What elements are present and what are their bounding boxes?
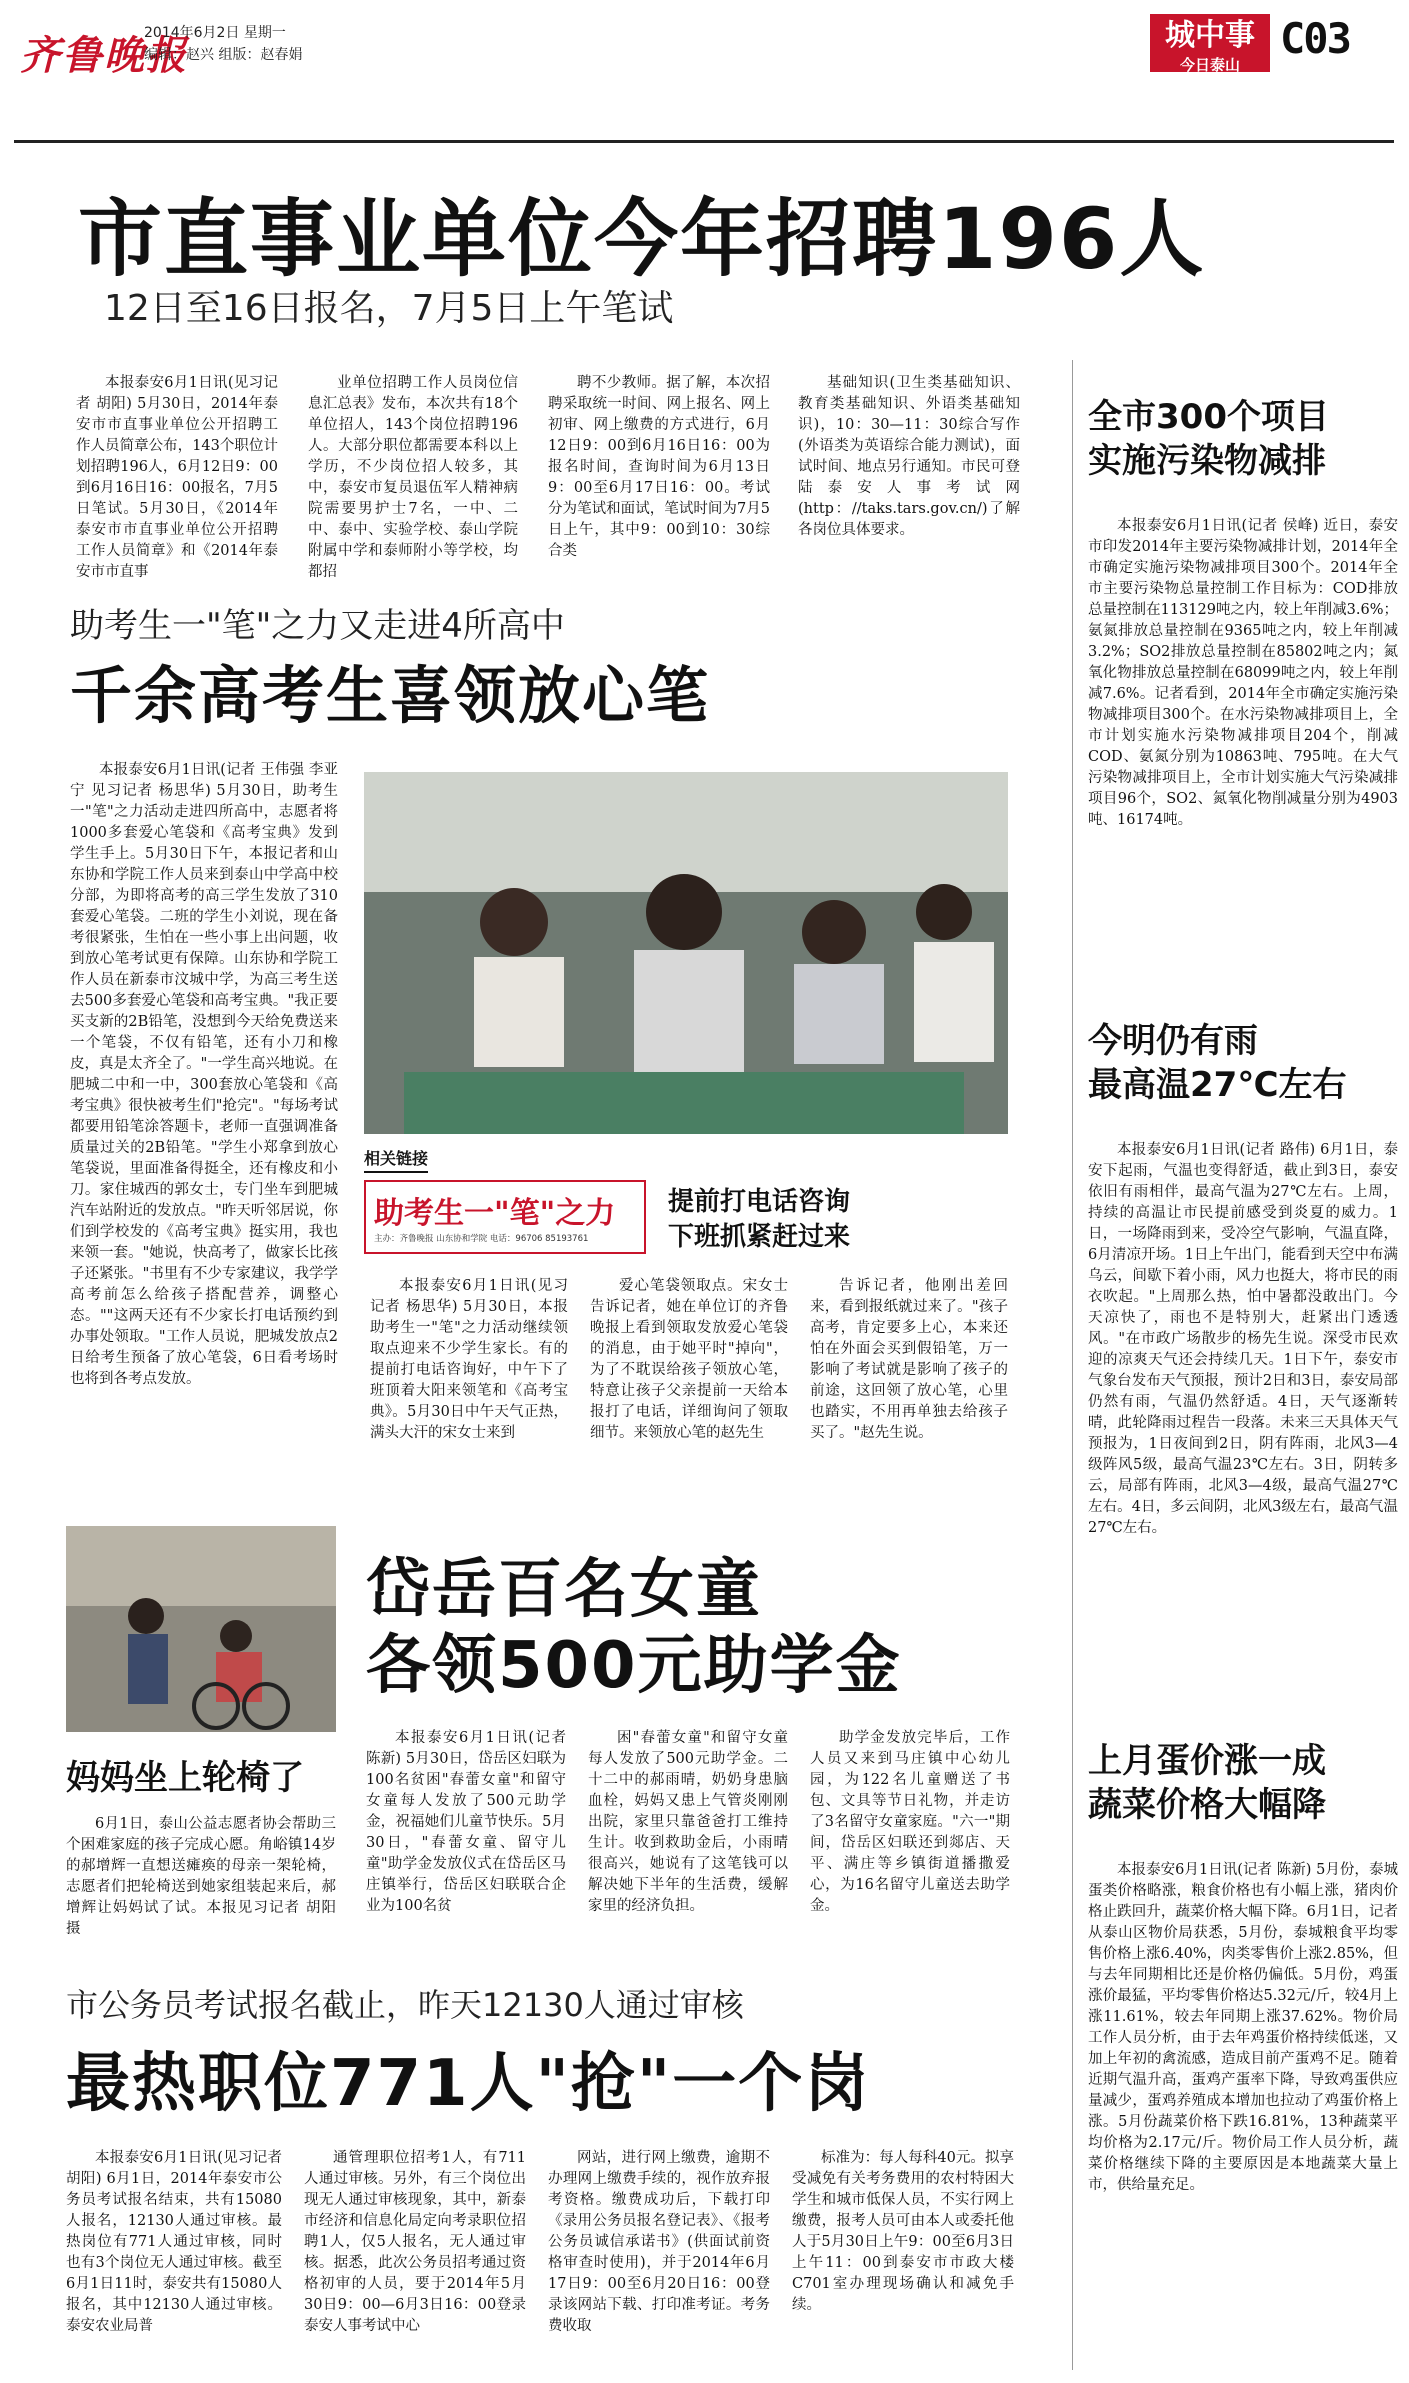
related-link-label: 相关链接 <box>364 1146 428 1173</box>
right-s1-body: 本报泰安6月1日讯(记者 侯峰) 近日，泰安市印发2014年主要污染物减排计划，2014年全市确定实施污染物减排项目300个。2014年全市主要污染物总量控制工作目标为：COD排放总量控制在113129吨之内，较上年削减3.6%；氨氮排放总量控制在9365吨之内，较上年削减3.2%；SO2排放总量控制在85802吨之内；氮氧化物排放总量控制在68099吨之内，较上年削减7.6%。记者看到，2014年全市确定实施污染物减排项目300个。在水污染物减排项目上，全市计划实施水污染物减排项目204个，削减COD、氨氮分别为10863吨、795吨。在大气污染物减排项目上，全市计划实施大气污染减排项目96个，SO2、氮氧化物削减量分别为4903吨、16174吨。 <box>1088 518 1398 828</box>
right-column-rule <box>1072 360 1073 2370</box>
editor-line: 编辑：赵兴 组版：赵春娟 <box>144 47 303 63</box>
date-line: 2014年6月2日 星期一 <box>144 25 286 41</box>
campaign-logo-sub: 主办：齐鲁晚报 山东协和学院 电话：96706 85193761 <box>374 1234 589 1244</box>
masthead-rule <box>14 140 1394 143</box>
lead-col-2: 业单位招聘工作人员岗位信息汇总表》发布，本次共有18个单位招人，143个岗位招聘196人。大部分职位都需要本科以上学历，不少岗位招人较多，其中，泰安市复员退伍军人精神病院需要男护士7名，一中、二中、泰中、实验学校、泰山学院附属中学和泰师附小等学校，均都招 <box>308 375 518 580</box>
photo-caption: 6月1日，泰山公益志愿者协会帮助三个困难家庭的孩子完成心愿。角峪镇14岁的郝增辉一直想送瘫痪的母亲一架轮椅，志愿者们把轮椅送到她家组装起来后，郝增辉让妈妈试了试。本报见习记者 胡阳 摄 <box>66 1816 336 1937</box>
newspaper-logo: 齐鲁晚报 <box>20 32 188 79</box>
section-subtitle: 今日泰山 <box>1179 56 1240 74</box>
lead-subtitle: 12日至16日报名，7月5日上午笔试 <box>104 288 674 329</box>
girls-title-2: 各领500元助学金 <box>366 1629 902 1703</box>
lead-col-4: 基础知识(卫生类基础知识、教育类基础知识、外语类基础知识)，10：30—11：30综合写作(外语类为英语综合能力测试)，面试时间、地点另行通知。市民可登陆泰安人事考试网(http：//taks.tars.gov.cn/)了解各岗位具体要求。 <box>798 375 1020 538</box>
masthead <box>14 8 1394 88</box>
pens-col-1: 本报泰安6月1日讯(记者 王伟强 李亚宁 见习记者 杨思华) 5月30日，助考生一"笔"之力活动走进四所高中，志愿者将1000多套爱心笔袋和《高考宝典》发到学生手上。5月30日下午，本报记者和山东协和学院工作人员来到泰山中学高中校分部，为即将高考的高三学生发放了310套爱心笔袋。二班的学生小刘说，现在备考很紧张，生怕在一些小事上出问题，收到放心笔考试更有保障。山东协和学院工作人员在新泰市汶城中学，为高三考生送去500多套爱心笔袋和高考宝典。"我正要买支新的2B铅笔，没想到今天给免费送来一个笔袋，不仅有铅笔，还有小刀和橡皮，真是太齐全了。"一学生高兴地说。在肥城二中和一中，300套放心笔袋和《高考宝典》很快被考生们"抢完"。"每场考试都要用铅笔涂答题卡，老师一直强调准备质量过关的2B铅笔。"学生小郑拿到放心笔袋说，里面准备得挺全，还有橡皮和小刀。家住城西的郭女士，专门坐车到肥城汽车站附近的发放点。"昨天听邻居说，你们到学校发的《高考宝典》挺实用，我也来领一套。"她说，快高考了，做家长比孩子还紧张。"书里有不少专家建议，我学学高考前怎么给孩子搭配营养，调整心态。""这两天还有不少家长打电话预约到办事处领取。"工作人员说，肥城发放点2日给考生预备了放心笔袋，6日看考场时也将到各考点发放。 <box>70 762 338 1387</box>
students-photo <box>364 772 1008 1134</box>
lead-col-3: 聘不少教师。据了解，本次招聘采取统一时间、网上报名、网上初审、网上缴费的方式进行，6月12日9：00到6月16日16：00为报名时间，查询时间为6月13日9：00至6月17日16：00。考试分为笔试和面试，笔试时间为7月5日上午，其中9：00到10：30综合类 <box>548 375 770 559</box>
pens-title: 千余高考生喜领放心笔 <box>70 659 711 732</box>
girls-col-3: 助学金发放完毕后，工作人员又来到马庄镇中心幼儿园，为122名儿童赠送了书包、文具等节日礼物，并走访了3名留守女童家庭。"六一"期间，岱岳区妇联还到郯店、天平、满庄等乡镇街道播撒爱心，为16名留守儿童送去助学金。 <box>810 1730 1010 1914</box>
wheelchair-photo-art <box>66 1526 336 1732</box>
section-name: 城中事 <box>1150 14 1270 72</box>
exam-kicker: 市公务员考试报名截止，昨天12130人通过审核 <box>66 1986 744 2024</box>
photo-title: 妈妈坐上轮椅了 <box>66 1758 304 1798</box>
right-s2-body: 本报泰安6月1日讯(记者 路伟) 6月1日，泰安下起雨，气温也变得舒适，截止到3日，泰安依旧有雨相伴，最高气温为27℃左右。上周，持续的高温让市民提前感受到炎夏的威力。1日，一场降雨到来，受冷空气影响，气温直降，6月清凉开场。1日上午出门，能看到天空中布满乌云，间歇下着小雨，风力也挺大，将市民的雨衣吹起。"上周那么热，怕中暑都没敢出门。今天凉快了，雨也不是特别大，赶紧出门透透风。"在市政广场散步的杨先生说。深受市民欢迎的凉爽天气还会持续几天。1日下午，泰安市气象台发布天气预报，预计2日和3日，泰安局部仍然有雨，气温仍然舒适。4日，天气逐渐转晴，此轮降雨过程告一段落。未来三天具体天气预报为，1日夜间到2日，阴有阵雨，北风3—4级阵风5级，最高气温23℃左右。3日，阴转多云，局部有阵雨，北风3—4级，最高气温27℃左右。4日，多云间阴，北风3级左右，最高气温27℃左右。 <box>1088 1142 1398 1536</box>
lead-col-1: 本报泰安6月1日讯(见习记者 胡阳) 5月30日，2014年泰安市市直事业单位公开招聘工作人员简章公布，143个职位计划招聘196人，6月12日9：00到6月16日16：00报名，7月5日笔试。5月30日，《2014年泰安市市直事业单位公开招聘工作人员简章》和《2014年泰安市市直事 <box>76 375 278 580</box>
right-s2-title-1: 今明仍有雨 <box>1088 1021 1258 1061</box>
students-photo-art <box>364 772 1008 1134</box>
pens-side-col-1: 本报泰安6月1日讯(见习记者 杨思华) 5月30日，本报助考生一"笔"之力活动继续领取点迎来不少学生家长。有的提前打电话咨询好，中午下了班顶着大阳来领笔和《高考宝典》。5月30日中午天气正热，满头大汗的宋女士来到 <box>370 1278 568 1441</box>
pens-side-col-2: 爱心笔袋领取点。宋女士告诉记者，她在单位订的齐鲁晚报上看到领取发放爱心笔袋的消息，由于她平时"掉向"，为了不耽误给孩子领放心笔，特意让孩子父亲提前一天给本报打了电话，详细询问了领取细节。来领放心笔的赵先生 <box>590 1278 788 1441</box>
wheelchair-photo <box>66 1526 336 1732</box>
lead-title: 市直事业单位今年招聘196人 <box>78 190 1206 288</box>
exam-col-3: 网站，进行网上缴费，逾期不办理网上缴费手续的，视作放弃报考资格。缴费成功后，下载打印《录用公务员报名登记表》、《报考公务员诚信承诺书》(供面试前资格审查时使用)，并于2014年6月17日9：00至6月20日16：00登录该网站下载、打印准考证。考务费收取 <box>548 2150 770 2334</box>
right-s1-title-1: 全市300个项目 <box>1088 397 1329 437</box>
exam-col-2: 通管理职位招考1人，有711人通过审核。另外，有三个岗位出现无人通过审核现象，其中，新泰市经济和信息化局定向考录职位招聘1人，仅5人报名，无人通过审核。据悉，此次公务员招考通过资格初审的人员，要于2014年5月30日9：00—6月3日16：00登录泰安人事考试中心 <box>304 2150 526 2334</box>
right-s3-title-1: 上月蛋价涨一成 <box>1088 1741 1326 1781</box>
right-s3-title-2: 蔬菜价格大幅降 <box>1088 1785 1326 1825</box>
page-number: C03 <box>1280 14 1350 63</box>
exam-col-4: 标准为：每人每科40元。拟享受减免有关考务费用的农村特困大学生和城市低保人员，不实行网上缴费，报考人员可由本人或委托他人于5月30日上午9：00至6月3日上午11：00到泰安市市政大楼C701室办理现场确认和减免手续。 <box>792 2150 1014 2313</box>
campaign-logo <box>364 1180 646 1254</box>
campaign-logo-text: 助考生一"笔"之力 <box>374 1196 616 1231</box>
section-header <box>1150 14 1380 72</box>
right-s1-title-2: 实施污染物减排 <box>1088 441 1326 481</box>
right-s3-body: 本报泰安6月1日讯(记者 陈新) 5月份，泰城蛋类价格略涨，粮食价格也有小幅上涨，猪肉价格止跌回升，蔬菜价格大幅下降。6月1日，记者从泰山区物价局获悉，5月份，泰城粮食平均零售价格上涨6.40%，肉类零售价上涨2.85%，但与去年同期相比还是价格仍偏低。5月份，鸡蛋涨价最猛，平均零售价格达5.32元/斤，较4月上涨11.61%，较去年同期上涨37.62%。物价局工作人员分析，由于去年鸡蛋价格持续低迷，又加上年初的禽流感，造成目前产蛋鸡不足。随着近期气温升高，蛋鸡产蛋率下降，导致鸡蛋供应量减少，蛋鸡养殖成本增加也拉动了鸡蛋价格上涨。5月份蔬菜价格下跌16.81%，13种蔬菜平均价格为2.17元/斤。物价局工作人员分析，蔬菜价格继续下降的主要原因是本地蔬菜大量上市，供给量充足。 <box>1088 1862 1398 2193</box>
girls-col-2: 困"春蕾女童"和留守女童每人发放了500元助学金。二十二中的郝雨晴，奶奶身患脑血栓，妈妈又患上气管炎刚刚出院，家里只靠爸爸打工维持生计。收到救助金后，小雨晴很高兴，她说有了这笔钱可以解决她下半年的生活费，缓解家里的经济负担。 <box>588 1730 788 1914</box>
right-s2-title-2: 最高温27℃左右 <box>1088 1065 1347 1105</box>
side-title-1: 提前打电话咨询 <box>668 1187 851 1217</box>
exam-title: 最热职位771人"抢"一个岗 <box>66 2047 871 2121</box>
girls-title-1: 岱岳百名女童 <box>366 1553 762 1627</box>
pens-side-col-3: 告诉记者，他刚出差回来，看到报纸就过来了。"孩子高考，肯定要多上心，本来还怕在外面会买到假铅笔，万一影响了考试就是影响了孩子的前途，这回领了放心笔，心里也踏实，不用再单独去给孩子买了。"赵先生说。 <box>810 1278 1008 1441</box>
pens-kicker: 助考生一"笔"之力又走进4所高中 <box>70 606 565 646</box>
side-title-2: 下班抓紧赶过来 <box>668 1222 851 1252</box>
girls-col-1: 本报泰安6月1日讯(记者 陈新) 5月30日，岱岳区妇联为100名贫困"春蕾女童"和留守女童每人发放了500元助学金，祝福她们儿童节快乐。5月30日，"春蕾女童、留守儿童"助学金发放仪式在岱岳区马庄镇举行，岱岳区妇联联合企业为100名贫 <box>366 1730 566 1914</box>
exam-col-1: 本报泰安6月1日讯(见习记者 胡阳) 6月1日，2014年泰安市公务员考试报名结束，共有15080人报名，12130人通过审核。最热岗位有771人通过审核，同时也有3个岗位无人通过审核。截至6月1日11时，泰安共有15080人报名，其中12130人通过审核。泰安农业局普 <box>66 2150 282 2334</box>
